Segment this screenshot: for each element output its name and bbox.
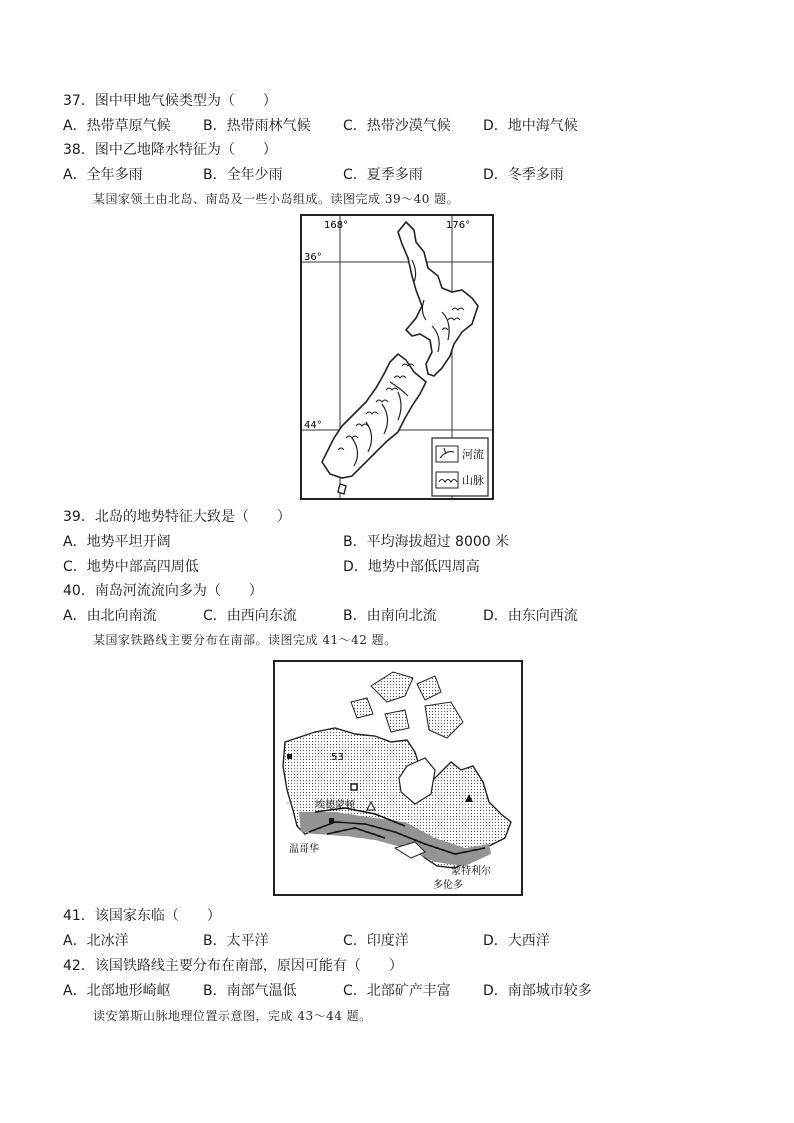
option-37-b: B．热带雨林气候 [203, 118, 311, 134]
option-42-d: D．南部城市较多 [483, 983, 592, 999]
option-40-d: D．由东向西流 [483, 608, 578, 624]
option-40-a: A．由北向南流 [63, 608, 157, 624]
option-40-b: B．由南向北流 [343, 608, 437, 624]
question-41-stem: 41．该国家东临（ ） [63, 908, 221, 924]
option-37-d: D．地中海气候 [483, 118, 578, 134]
question-39-stem: 39．北岛的地势特征大致是（ ） [63, 509, 291, 525]
option-37-a: A．热带草原气候 [63, 118, 171, 134]
option-37-c: C．热带沙漠气候 [343, 118, 451, 134]
question-37-stem: 37．图中甲地气候类型为（ ） [63, 93, 277, 109]
option-39-a: A．地势平坦开阔 [63, 534, 171, 550]
option-39-c: C．地势中部高四周低 [63, 559, 199, 575]
option-38-b: B．全年少雨 [203, 167, 283, 183]
question-40-stem: 40．南岛河流流向多为（ ） [63, 583, 263, 599]
option-38-d: D．冬季多雨 [483, 167, 564, 183]
arctic-island-1 [371, 672, 413, 702]
new-zealand-map [300, 214, 494, 500]
lon-label-176: 176° [446, 220, 471, 231]
baffin-island [425, 702, 463, 738]
canada-map-figure [275, 662, 521, 894]
option-42-b: B．南部气温低 [203, 983, 297, 999]
option-41-b: B．太平洋 [203, 933, 269, 949]
montreal-label: 蒙特利尔 [451, 866, 491, 877]
question-38-stem: 38．图中乙地降水特征为（ ） [63, 142, 277, 158]
intro-43-44: 读安第斯山脉地理位置示意图，完成 43～44 题。 [93, 1009, 372, 1023]
option-42-a: A．北部地形崎岖 [63, 983, 171, 999]
north-island [398, 222, 478, 376]
option-38-c: C．夏季多雨 [343, 167, 423, 183]
intro-41-42: 某国家铁路线主要分布在南部。读图完成 41～42 题。 [93, 633, 397, 647]
option-41-c: C．印度洋 [343, 933, 409, 949]
pacific-marker: ◦ [285, 799, 290, 808]
lat-label-36: 36° [304, 252, 322, 263]
mine-symbol-west [287, 754, 292, 759]
option-38-a: A．全年多雨 [63, 167, 143, 183]
south-island [322, 354, 426, 478]
option-41-d: D．大西洋 [483, 933, 550, 949]
arctic-island-3 [351, 698, 373, 718]
option-40-c: C．由西向东流 [203, 608, 297, 624]
lon-label-168: 168° [324, 220, 349, 231]
intro-39-40: 某国家领土由北岛、南岛及一些小岛组成。读图完成 39～40 题。 [93, 192, 460, 206]
option-39-d: D．地势中部低四周高 [343, 559, 480, 575]
toronto-label: 多伦多 [433, 880, 463, 891]
legend-river-box [436, 446, 458, 462]
new-zealand-map-figure [302, 216, 492, 498]
lat-label-44: 44° [304, 420, 322, 431]
mine-symbol-center [351, 784, 357, 790]
legend-mountain-label: 山脉 [462, 474, 484, 487]
arctic-island-4 [385, 710, 409, 732]
option-42-c: C．北部矿产丰富 [343, 983, 451, 999]
edmonton-label: 埃德蒙顿 [315, 800, 355, 811]
latitude-label-53: 53 [331, 752, 344, 763]
legend-river-label: 河流 [462, 448, 484, 461]
mine-symbol-south [329, 818, 334, 823]
question-42-stem: 42．该国铁路线主要分布在南部，原因可能有（ ） [63, 958, 403, 974]
option-39-b: B．平均海拔超过 8000 米 [343, 534, 510, 550]
canada-map [273, 660, 523, 896]
arctic-island-2 [417, 676, 441, 700]
stewart-island [338, 484, 346, 494]
vancouver-label: 温哥华 [289, 844, 319, 855]
option-41-a: A．北冰洋 [63, 933, 129, 949]
